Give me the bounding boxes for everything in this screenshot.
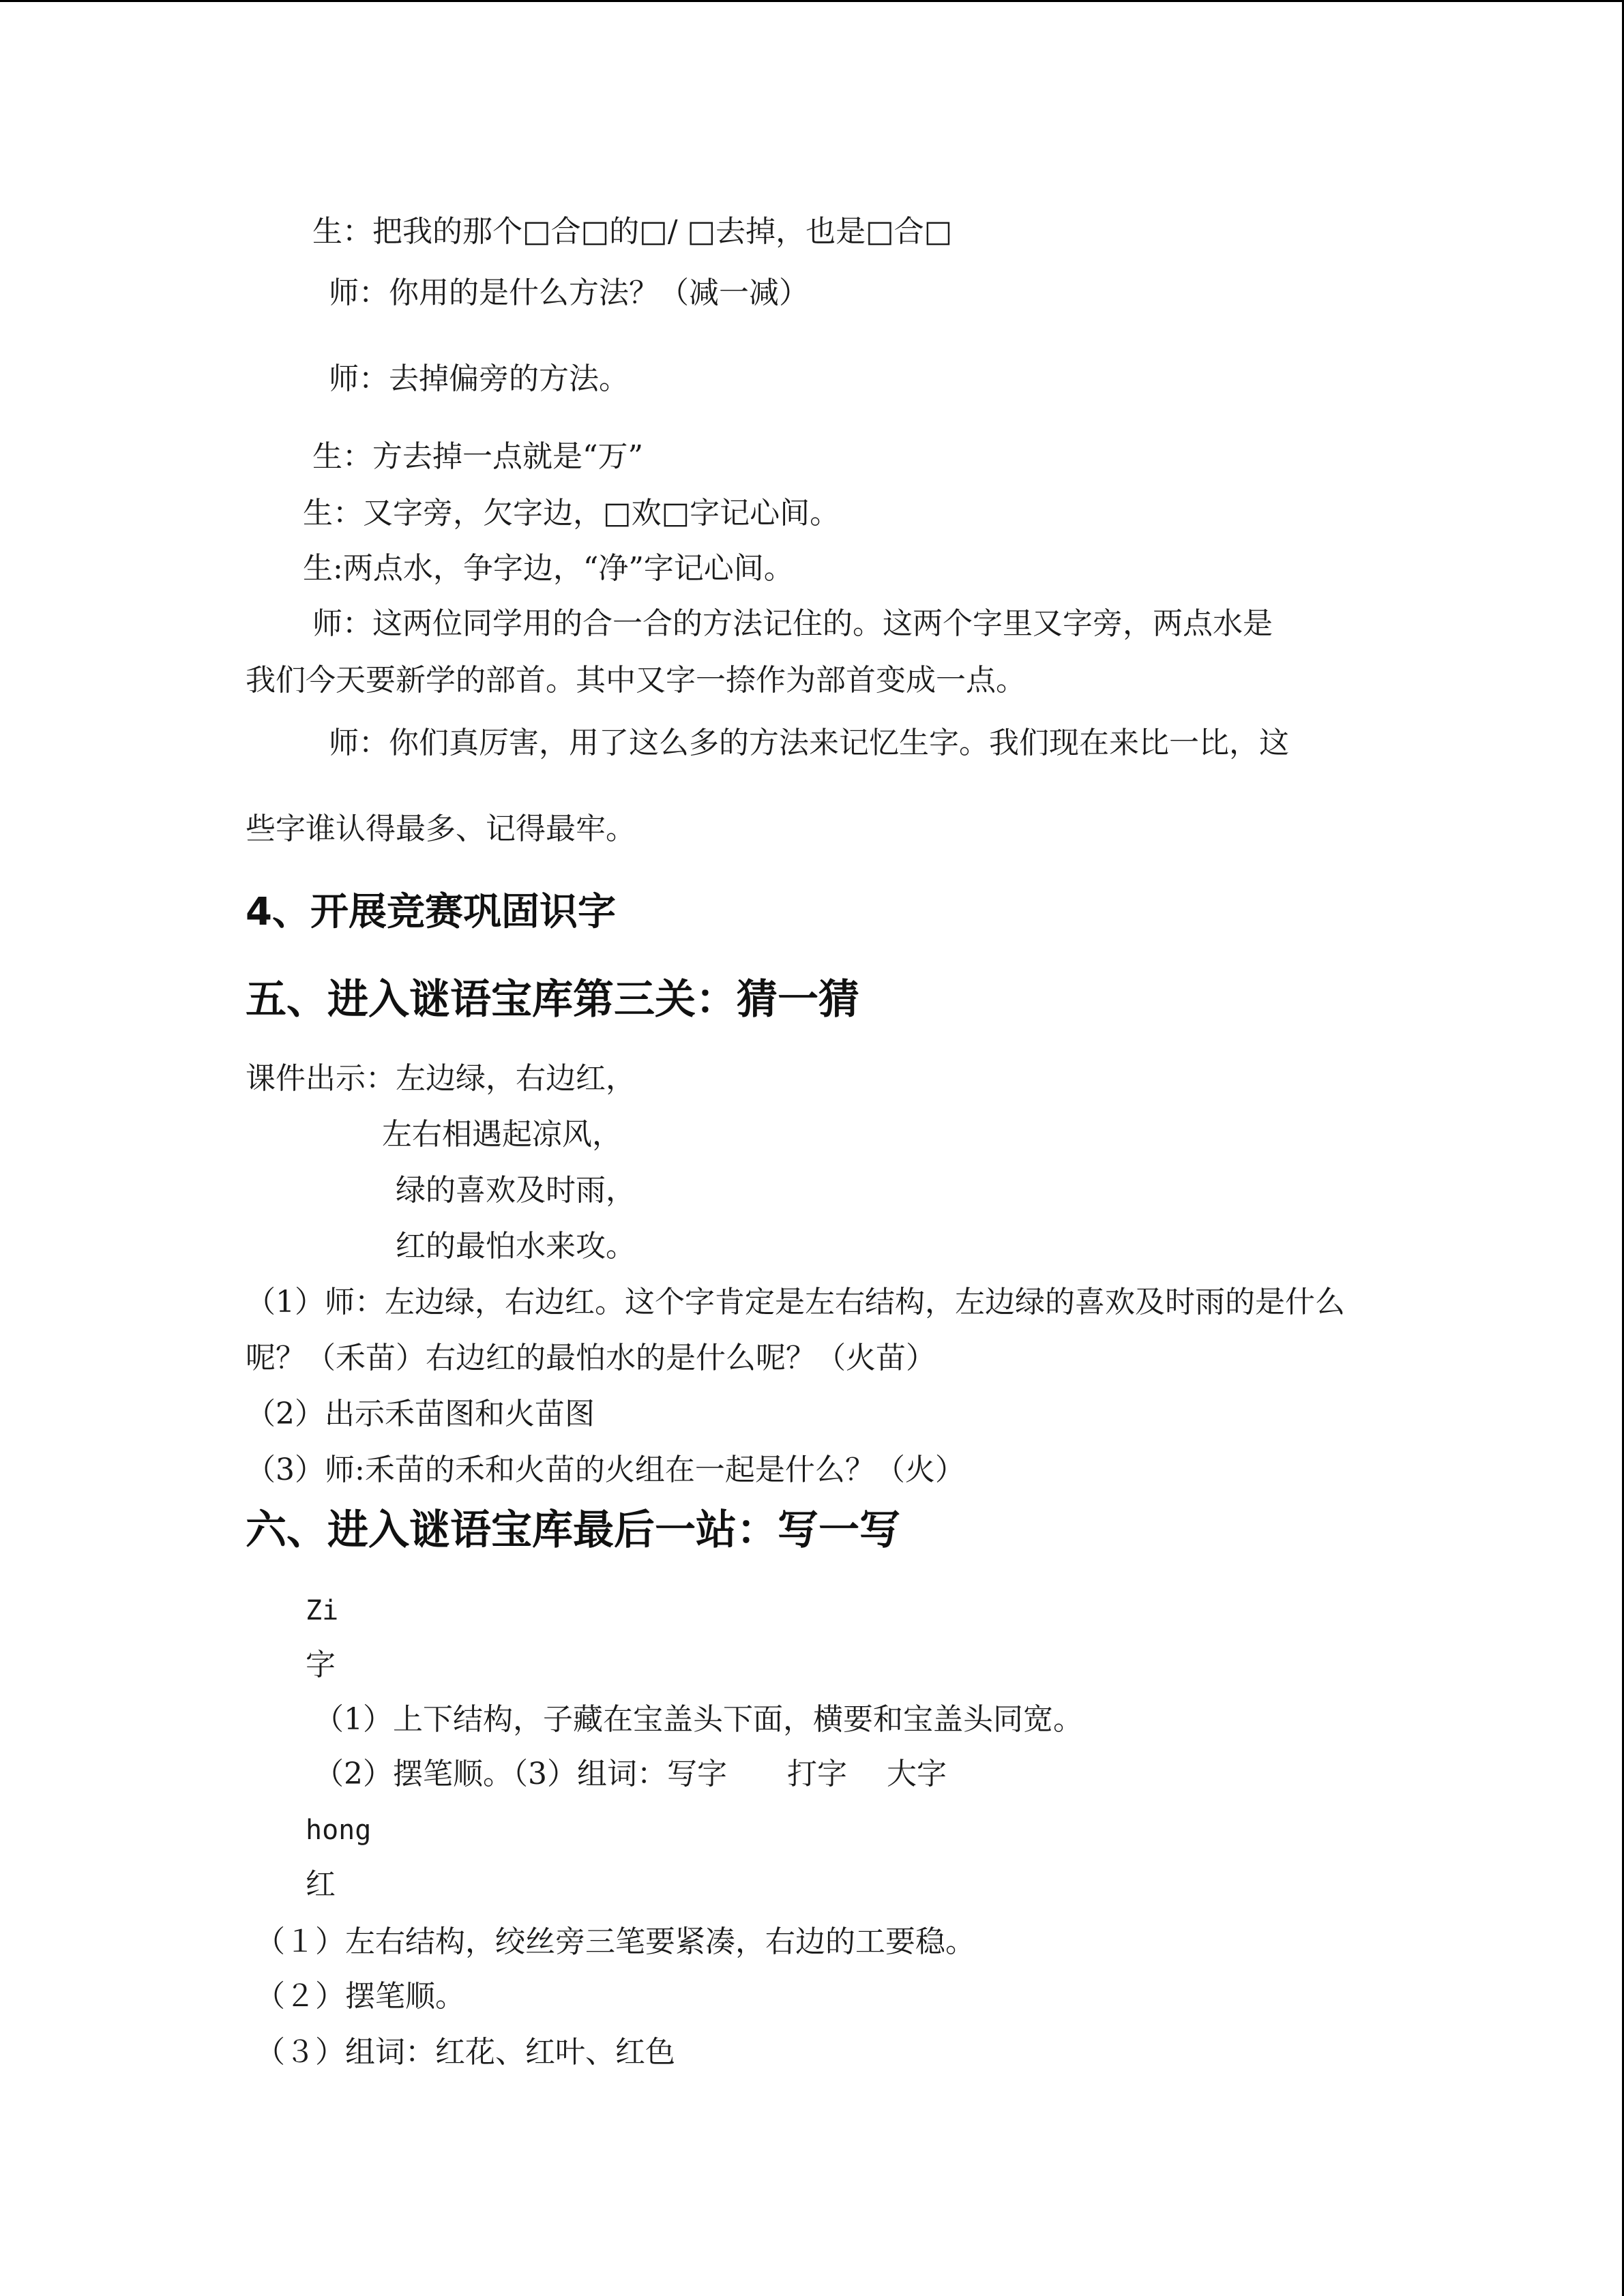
riddle-question-2: （2）出示禾苗图和火苗图 xyxy=(246,1397,595,1431)
dialogue-line-10: 些字谁认得最多、记得最牢。 xyxy=(246,811,636,846)
dialogue-line-3: 师：去掉偏旁的方法。 xyxy=(329,361,629,396)
zi-note-1: （1）上下结构，子藏在宝盖头下面，横要和宝盖头同宽。 xyxy=(314,1702,1083,1737)
top-border-line xyxy=(0,0,1624,2)
dialogue-line-8: 我们今天要新学的部首。其中又字一捺作为部首变成一点。 xyxy=(246,663,1026,698)
dialogue-line-7: 师：这两位同学用的合一合的方法记住的。这两个字里又字旁，两点水是 xyxy=(312,606,1273,641)
riddle-question-1-cont: 呢？（禾苗）右边红的最怕水的是什么呢？（火苗） xyxy=(246,1341,936,1375)
dialogue-line-4: 生：方去掉一点就是“万” xyxy=(312,439,643,474)
section-heading-5: 五、进入谜语宝库第三关：猜一猜 xyxy=(246,976,859,1024)
dialogue-line-1: 生：把我的那个□合□的□/ □去掉，也是□合□ xyxy=(312,214,953,249)
hong-pinyin: hong xyxy=(306,1815,372,1846)
riddle-line-4: 红的最怕水来攻。 xyxy=(396,1229,636,1264)
hong-note-2: （２）摆笔顺。 xyxy=(255,1979,465,2014)
hong-character: 红 xyxy=(306,1867,336,1902)
riddle-question-3: （3）师:禾苗的禾和火苗的火组在一起是什么？（火） xyxy=(246,1452,965,1487)
section-heading-6: 六、进入谜语宝库最后一站：写一写 xyxy=(246,1506,900,1554)
zi-note-2: （2）摆笔顺。（3）组词：写字 打字 大字 xyxy=(314,1757,947,1791)
riddle-line-3: 绿的喜欢及时雨， xyxy=(396,1173,636,1208)
riddle-question-1: （1）师：左边绿，右边红。这个字肯定是左右结构，左边绿的喜欢及时雨的是什么 xyxy=(246,1285,1345,1320)
riddle-line-2: 左右相遇起凉风， xyxy=(382,1117,622,1152)
dialogue-line-9: 师：你们真厉害，用了这么多的方法来记忆生字。我们现在来比一比，这 xyxy=(329,726,1289,760)
zi-character: 字 xyxy=(306,1648,336,1682)
hong-note-1: （１）左右结构，绞丝旁三笔要紧凑，右边的工要稳。 xyxy=(255,1924,975,1959)
section-heading-4: 4、开展竞赛巩固识字 xyxy=(246,890,616,934)
dialogue-line-6: 生:两点水，争字边，“净”字记心间。 xyxy=(303,551,794,586)
zi-pinyin: Zi xyxy=(306,1595,339,1626)
riddle-line-1: 课件出示：左边绿，右边红， xyxy=(246,1061,636,1096)
dialogue-line-5: 生：又字旁，欠字边，□欢□字记心间。 xyxy=(303,496,840,531)
dialogue-line-2: 师：你用的是什么方法？（减一减） xyxy=(329,275,809,310)
hong-note-3: （３）组词：红花、红叶、红色 xyxy=(255,2035,675,2070)
